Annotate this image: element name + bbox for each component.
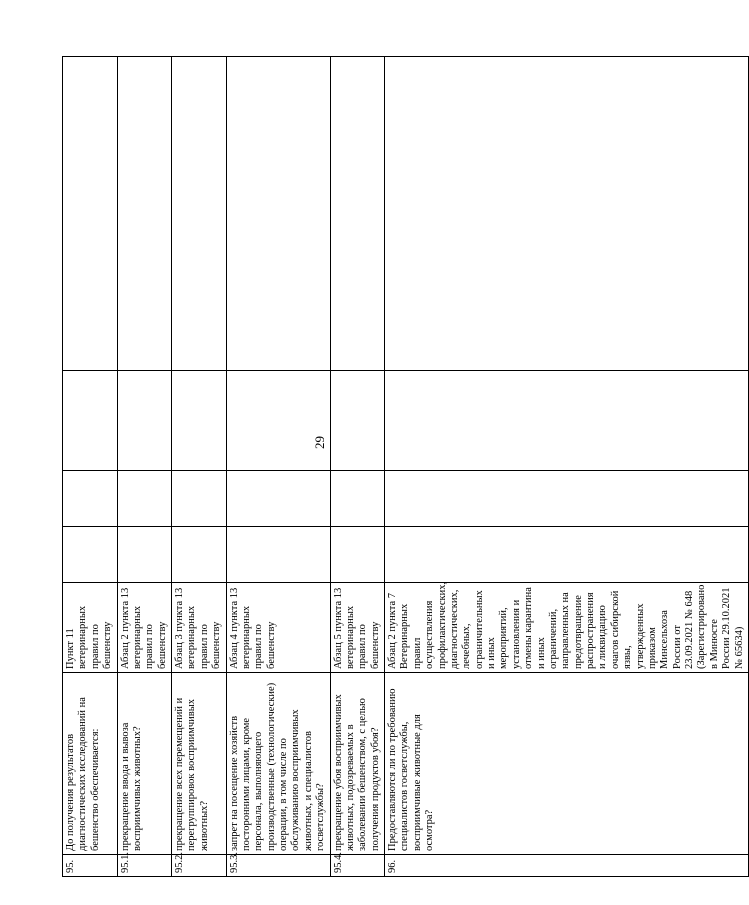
row-number: 95.1. bbox=[117, 855, 172, 877]
answer-na-cell bbox=[385, 371, 749, 471]
answer-yes-cell bbox=[117, 527, 172, 583]
answer-no-cell bbox=[385, 471, 749, 527]
table-row bbox=[226, 57, 330, 877]
answer-na-cell bbox=[63, 371, 118, 471]
answer-no-cell bbox=[63, 471, 118, 527]
answer-yes-cell bbox=[226, 527, 330, 583]
answer-no-cell bbox=[226, 471, 330, 527]
answer-na-cell bbox=[172, 371, 227, 471]
table-row bbox=[63, 57, 118, 877]
row-number: 95.4. bbox=[330, 855, 385, 877]
answer-yes-cell bbox=[63, 527, 118, 583]
question-cell: Предоставляются ли по требованию специалистов госветслужбы, восприимчивые животные для осмотра? bbox=[385, 673, 749, 855]
table-row bbox=[385, 57, 749, 877]
table-row bbox=[330, 57, 385, 877]
row-number: 95.2. bbox=[172, 855, 227, 877]
table-row bbox=[172, 57, 227, 877]
question-cell: прекращение всех перемещений и перегруппировок восприимчивых животных? bbox=[172, 673, 227, 855]
reference-cell: Абзац 2 пункта 13 ветеринарных правил по бешенству bbox=[117, 583, 172, 673]
reference-cell: Пункт 11 ветеринарных правил по бешенству bbox=[63, 583, 118, 673]
answer-yes-cell bbox=[172, 527, 227, 583]
question-cell: запрет на посещение хозяйств посторонними лицами, кроме персонала, выполняющего производственные (технологические) операции, в том числе по обслуживанию восприимчивых животных, и специалистов госветслужбы? bbox=[226, 673, 330, 855]
answer-na-cell bbox=[330, 371, 385, 471]
note-cell bbox=[117, 57, 172, 371]
reference-cell: Абзац 2 пункта 7 Ветеринарных правил осуществления профилактических, диагностических, лечебных, ограничительных и иных мероприятий, установления и отмены карантина и иных ограничений, направленных на предотвращение распространения и ликвидацию очагов сибирской язвы, утвержденных приказом Минсельхоза России от 23.09.2021 № 648 (Зарегистрировано в Минюсте России 29.10.2021 № 65634) bbox=[385, 583, 749, 673]
checklist-table bbox=[62, 56, 749, 877]
question-cell: прекращение убоя восприимчивых животных, подозреваемых в заболевании бешенством, с целью получения продуктов убоя? bbox=[330, 673, 385, 855]
table-row bbox=[117, 57, 172, 877]
answer-yes-cell bbox=[385, 527, 749, 583]
question-cell: прекращение ввода и вывоза восприимчивых животных? bbox=[117, 673, 172, 855]
answer-na-cell bbox=[117, 371, 172, 471]
answer-no-cell bbox=[172, 471, 227, 527]
question-cell: До получения результатов диагностических исследований на бешенство обеспечивается: bbox=[63, 673, 118, 855]
answer-yes-cell bbox=[330, 527, 385, 583]
note-cell bbox=[172, 57, 227, 371]
row-number: 95. bbox=[63, 855, 118, 877]
note-cell bbox=[385, 57, 749, 371]
rotated-table-container bbox=[62, 57, 745, 877]
answer-no-cell bbox=[330, 471, 385, 527]
note-cell bbox=[63, 57, 118, 371]
row-number: 95.3. bbox=[226, 855, 330, 877]
reference-cell: Абзац 3 пункта 13 ветеринарных правил по бешенству bbox=[172, 583, 227, 673]
page-number: 29 bbox=[312, 436, 327, 449]
row-number: 96. bbox=[385, 855, 749, 877]
note-cell bbox=[226, 57, 330, 371]
note-cell bbox=[330, 57, 385, 371]
reference-cell: Абзац 4 пункта 13 ветеринарных правил по бешенству bbox=[226, 583, 330, 673]
answer-na-cell bbox=[226, 371, 330, 471]
answer-no-cell bbox=[117, 471, 172, 527]
reference-cell: Абзац 5 пункта 13 ветеринарных правил по бешенству bbox=[330, 583, 385, 673]
